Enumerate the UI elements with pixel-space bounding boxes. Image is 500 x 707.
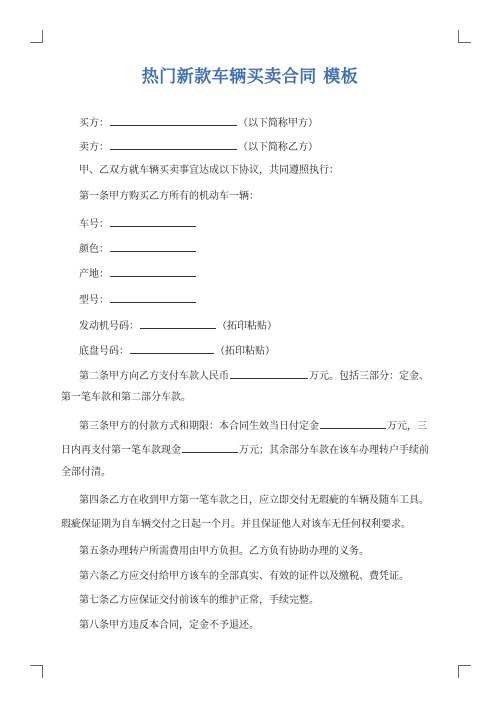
origin-blank[interactable] (110, 266, 196, 277)
chassis-label: 底盘号码： (79, 346, 129, 357)
clause-2-text-b: 万元。包括三部分：定金、 (309, 371, 429, 382)
seller-line (79, 139, 439, 155)
origin-label: 产地： (79, 269, 109, 280)
buyer-label: 买方： (79, 118, 109, 129)
clause-4-line-2: 瑕疵保证期为自车辆交付之日起一个月。并且保证他人对该车无任何权利要求。 (61, 519, 411, 530)
model-line (79, 292, 439, 308)
color-blank[interactable] (110, 241, 196, 252)
clause-5: 第五条办理转户所需费用由甲方负担。乙方负有协助办理的义务。 (79, 546, 369, 557)
clause-3-text-d: 万元；其余部分车款在该车办理转户手续前 (239, 445, 429, 456)
chassis-blank[interactable] (130, 343, 214, 354)
model-label: 型号： (79, 295, 109, 306)
corner-mark-bottom-left (30, 665, 43, 678)
buyer-line (79, 115, 439, 131)
clause-7: 第七条乙方应保证交付前该车的维护正常，手续完整。 (79, 595, 319, 606)
clause-2-line-1 (79, 368, 439, 384)
clause-3-line-1 (79, 418, 439, 434)
intro-text: 甲、乙双方就车辆买卖事宜达成以下协议，共同遵照执行： (79, 165, 339, 176)
engine-label: 发动机号码： (79, 321, 139, 332)
buyer-blank[interactable] (110, 115, 237, 126)
model-blank[interactable] (110, 292, 196, 303)
clause-3-text-a: 第三条甲方的付款方式和期限：本合同生效当日付定金 (79, 421, 319, 432)
engine-blank[interactable] (140, 318, 216, 329)
clause-2-text-a: 第二条甲方向乙方支付车款人民币 (79, 371, 229, 382)
buyer-note: （以下简称甲方） (238, 118, 318, 129)
clause-3-line-2 (61, 442, 439, 458)
clause-6: 第六条乙方应交付给甲方该车的全部真实、有效的证件以及缴税、费凭证。 (79, 571, 409, 582)
corner-mark-bottom-right (458, 665, 471, 678)
origin-line (79, 266, 439, 282)
plate-label: 车号： (79, 219, 109, 230)
document-title: 热门新款车辆买卖合同 模板 (141, 67, 359, 87)
clause-2-line-2: 第一笔车款和第二部分车款。 (61, 392, 191, 403)
engine-note: （拓印粘贴） (217, 321, 277, 332)
seller-label: 卖方： (79, 142, 109, 153)
plate-line (79, 216, 439, 232)
corner-mark-top-right (458, 30, 471, 43)
clause-4-line-1: 第四条乙方在收到甲方第一笔车款之日，应立即交付无瑕疵的车辆及随车工具。 (79, 495, 429, 506)
seller-blank[interactable] (110, 139, 237, 150)
corner-mark-top-left (30, 30, 43, 43)
color-label: 颜色： (79, 244, 109, 255)
chassis-note: （拓印粘贴） (215, 346, 275, 357)
clause-2-amount-blank[interactable] (230, 368, 308, 379)
engine-line (79, 318, 439, 334)
plate-blank[interactable] (110, 216, 196, 227)
clause-3-deposit-blank[interactable] (320, 418, 386, 429)
clause-3-line-3: 全部付清。 (61, 467, 111, 478)
color-line (79, 241, 439, 257)
clause-3-cash-blank[interactable] (182, 442, 238, 453)
chassis-line (79, 343, 439, 359)
clause-8: 第八条甲方违反本合同，定金不予退还。 (79, 620, 259, 631)
clause-3-text-c: 日内再支付第一笔车款现金 (61, 445, 181, 456)
seller-note: （以下简称乙方） (238, 142, 318, 153)
clause-1: 第一条甲方购买乙方所有的机动车一辆： (79, 191, 259, 202)
clause-3-text-b: 万元，三 (387, 421, 427, 432)
